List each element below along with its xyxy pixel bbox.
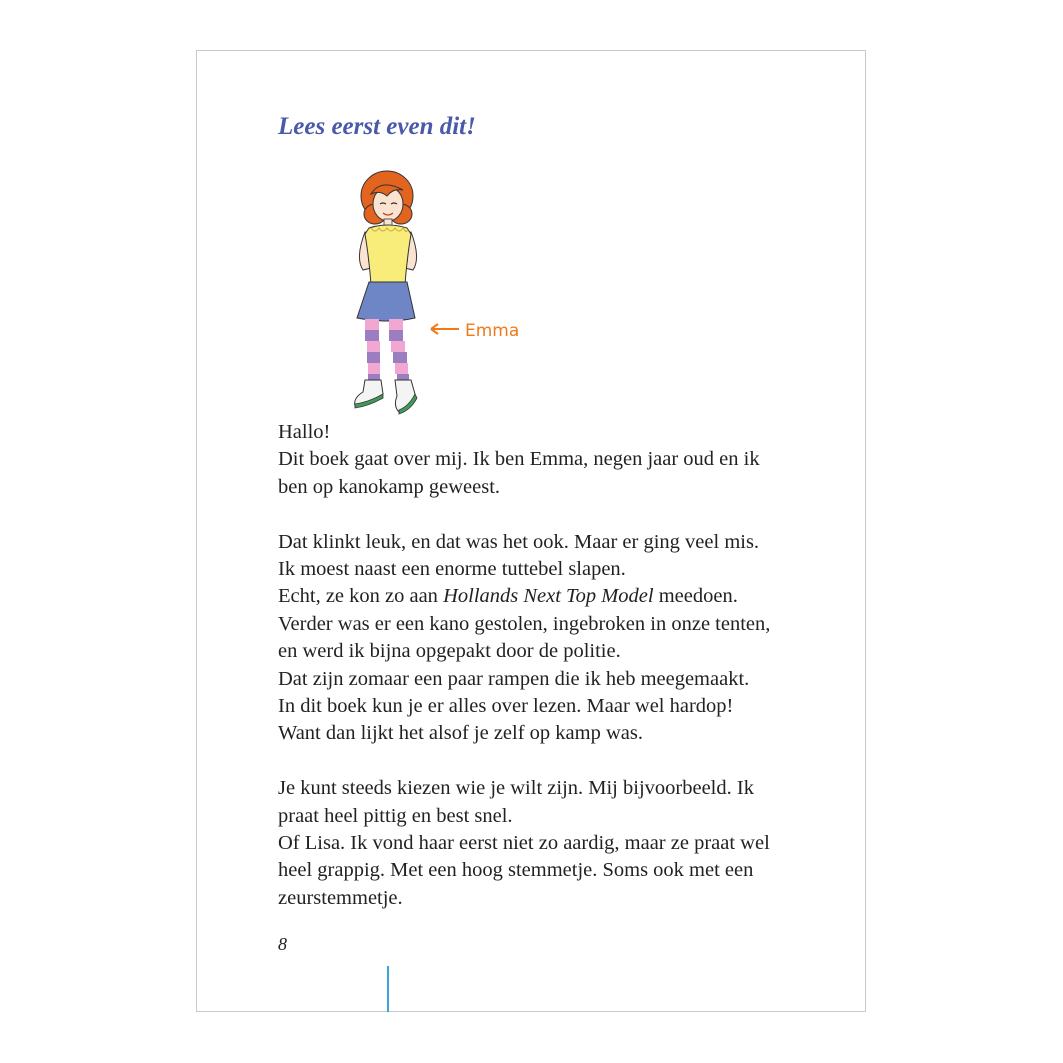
text-line: praat heel pittig en best snel.	[278, 804, 513, 827]
text-line: Of Lisa. Ik vond haar eerst niet zo aardig, maar ze praat wel	[278, 832, 770, 855]
text-line: In dit boek kun je er alles over lezen. Maar wel hardop!	[278, 695, 734, 718]
text-line: zeurstemmetje.	[278, 886, 403, 909]
paragraph-2	[278, 529, 838, 748]
text-line: en werd ik bijna opgepakt door de politie.	[278, 640, 621, 663]
text-line: Verder was er een kano gestolen, ingebroken in onze tenten,	[278, 612, 771, 635]
paragraph-1	[278, 419, 838, 501]
text-line: Dat zijn zomaar een paar rampen die ik heb meegemaakt.	[278, 667, 750, 690]
text-line: Hallo!	[278, 421, 331, 443]
text-fragment: meedoen.	[653, 585, 738, 608]
text-line: ben op kanokamp geweest.	[278, 475, 501, 498]
arrow-left-icon	[431, 324, 459, 334]
page-marker-line	[387, 966, 389, 1012]
book-page	[196, 50, 866, 1012]
text-fragment: Echt, ze kon zo aan	[278, 585, 444, 608]
text-line: Dat klinkt leuk, en dat was het ook. Maar er ging veel mis.	[278, 530, 760, 553]
page-number: 8	[278, 934, 287, 954]
paragraph-3	[278, 775, 838, 912]
tv-show-title: Hollands Next Top Model	[443, 585, 654, 608]
emma-label: Emma	[465, 321, 520, 341]
text-line: Je kunt steeds kiezen wie je wilt zijn. Mij bijvoorbeeld. Ik	[278, 777, 754, 800]
page-title: Lees eerst even dit!	[278, 113, 476, 140]
emma-illustration	[347, 166, 537, 416]
text-line: Want dan lijkt het alsof je zelf op kamp was.	[278, 722, 643, 745]
body-text	[278, 419, 838, 940]
text-line-with-title	[278, 583, 838, 610]
text-line: heel grappig. Met een hoog stemmetje. Soms ook met een	[278, 859, 754, 882]
emma-figure	[347, 166, 537, 416]
text-line: Ik moest naast een enorme tuttebel slapen.	[278, 558, 626, 581]
text-line: Dit boek gaat over mij. Ik ben Emma, negen jaar oud en ik	[278, 448, 760, 471]
